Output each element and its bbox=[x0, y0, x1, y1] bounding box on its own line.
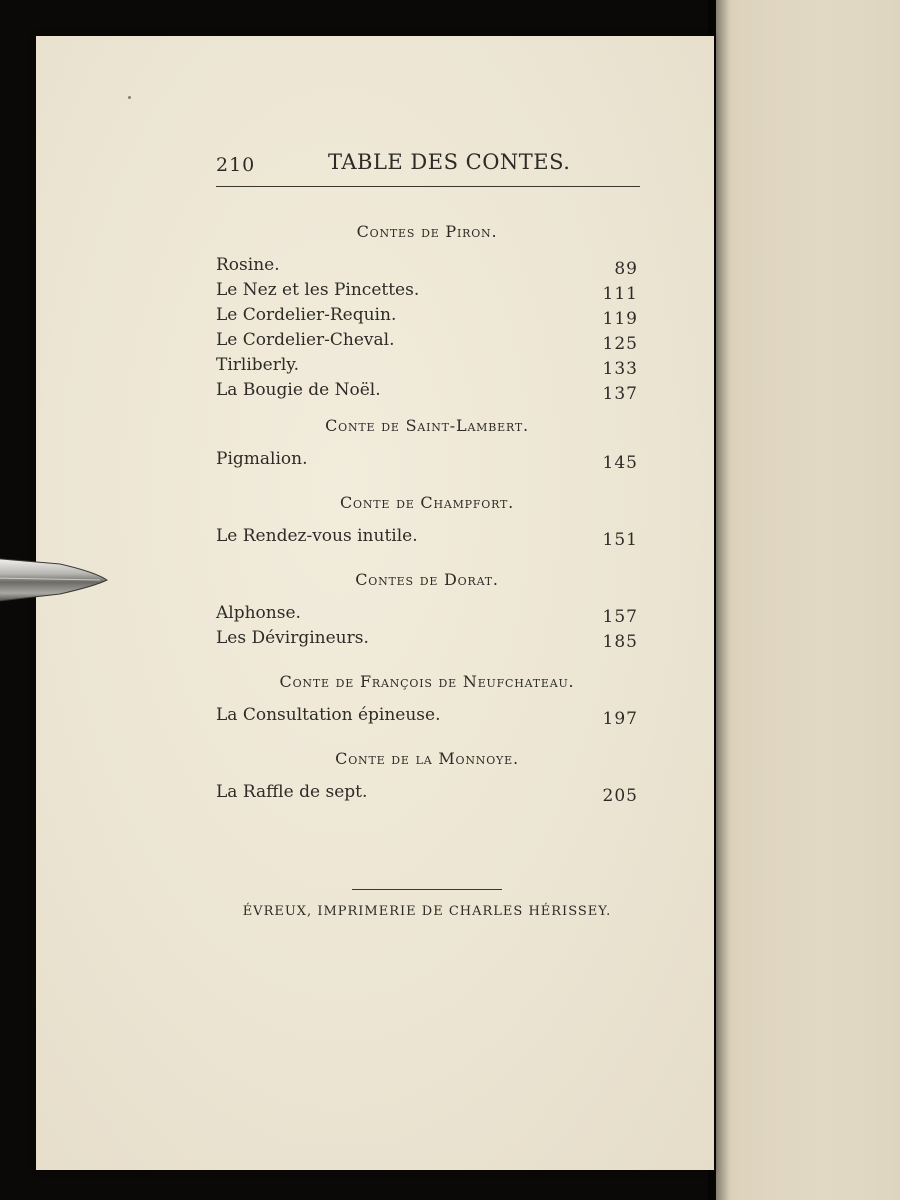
entry-page-number: 137 bbox=[602, 384, 638, 404]
entry-title: La Consultation épineuse. bbox=[216, 705, 441, 725]
facing-page-edge bbox=[716, 0, 900, 1200]
entry-page-number: 89 bbox=[614, 259, 638, 279]
section-heading: Contes de Dorat. bbox=[355, 570, 499, 589]
section-heading: Contes de Piron. bbox=[356, 222, 498, 241]
toc-entry bbox=[216, 253, 638, 278]
toc-entry bbox=[216, 378, 638, 403]
entry-title: Alphonse. bbox=[216, 603, 301, 623]
entry-page-number: 125 bbox=[602, 334, 638, 354]
entry-title: La Bougie de Noël. bbox=[216, 380, 381, 400]
entry-page-number: 185 bbox=[602, 632, 638, 652]
toc-entry bbox=[216, 278, 638, 303]
running-head bbox=[216, 148, 638, 186]
entry-title: Les Dévirgineurs. bbox=[216, 628, 369, 648]
entry-page-number: 145 bbox=[602, 453, 638, 473]
entry-title: Le Cordelier-Requin. bbox=[216, 305, 397, 325]
entry-page-number: 111 bbox=[602, 284, 638, 304]
toc-entry bbox=[216, 780, 638, 805]
entry-page-number: 133 bbox=[602, 359, 638, 379]
section-heading: Conte de la Monnoye. bbox=[335, 749, 519, 768]
printer-imprint: ÉVREUX, IMPRIMERIE DE CHARLES HÉRISSEY. bbox=[242, 904, 612, 919]
toc-entry bbox=[216, 524, 638, 549]
section-heading: Conte de Champfort. bbox=[339, 493, 515, 512]
entry-page-number: 205 bbox=[602, 786, 638, 806]
entry-page-number: 151 bbox=[602, 530, 638, 550]
letter-opener-blade bbox=[0, 550, 110, 610]
entry-page-number: 119 bbox=[602, 309, 638, 329]
entry-title: Pigmalion. bbox=[216, 449, 308, 469]
table-of-contents bbox=[216, 148, 638, 919]
entry-page-number: 157 bbox=[602, 607, 638, 627]
toc-entry bbox=[216, 303, 638, 328]
entry-title: Le Cordelier-Cheval. bbox=[216, 330, 395, 350]
entry-title: Tirliberly. bbox=[216, 355, 300, 375]
page-number: 210 bbox=[216, 154, 256, 176]
section-heading: Conte de Saint-Lambert. bbox=[325, 416, 529, 435]
toc-entry bbox=[216, 703, 638, 728]
toc-entry bbox=[216, 626, 638, 651]
toc-entry bbox=[216, 447, 638, 472]
entry-title: Le Rendez-vous inutile. bbox=[216, 526, 418, 546]
entry-title: Rosine. bbox=[216, 255, 280, 275]
entry-page-number: 197 bbox=[602, 709, 638, 729]
toc-entry bbox=[216, 353, 638, 378]
imprint-rule bbox=[352, 889, 502, 890]
toc-entry bbox=[216, 601, 638, 626]
entry-title: Le Nez et les Pincettes. bbox=[216, 280, 420, 300]
header-rule bbox=[216, 186, 640, 187]
paper-spot bbox=[128, 96, 131, 99]
running-title: TABLE DES CONTES. bbox=[328, 150, 571, 174]
toc-entry bbox=[216, 328, 638, 353]
book-page bbox=[36, 36, 714, 1170]
entry-title: La Raffle de sept. bbox=[216, 782, 368, 802]
section-heading: Conte de François de Neufchateau. bbox=[279, 672, 575, 691]
